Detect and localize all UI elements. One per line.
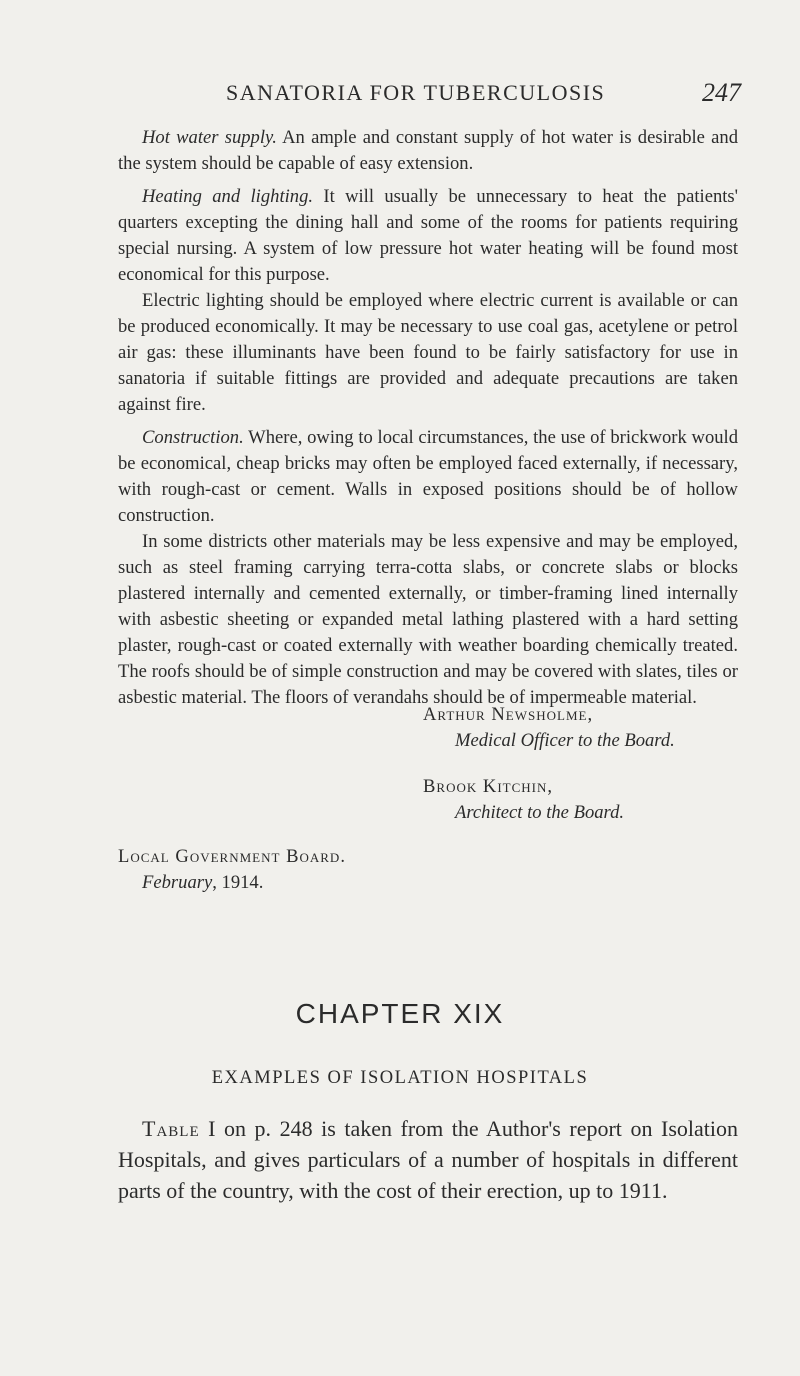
paragraph-electric-lighting [118, 288, 738, 418]
paragraph-text: In some districts other materials may be less expensive and may be employed, such as steel framing carrying terra-cotta slabs, or concrete slabs or blocks plastered internally and cemented externally, or timber-framing lined internally with asbestic sheeting or expanded metal lathing plastered with a hard setting plaster, rough-cast or coated externally with weather boarding chemically treated. The roofs should be of simple construction and may be covered with slates, tiles or asbestic material. The floors of verandahs should be of impermeable material. [118, 531, 738, 708]
issue-year: , 1914. [212, 872, 264, 893]
intro-text: I on p. 248 is taken from the Author's report on Isolation Hospitals, and gives particulars of a number of hospitals in different parts of the country, with the cost of their erection, up to 1911. [118, 1116, 738, 1203]
issue-date [118, 870, 346, 896]
body-text [118, 125, 738, 711]
issue-month: February [142, 872, 213, 893]
dateline [118, 844, 346, 896]
signatory-role: Architect to the Board. [455, 802, 625, 823]
running-title: SANATORIA FOR TUBERCULOSIS [226, 80, 606, 105]
running-header [0, 80, 800, 112]
paragraph-construction [118, 425, 738, 529]
chapter-title: CHAPTER XIX [295, 998, 505, 1029]
paragraph-heading: Hot water supply. [142, 127, 277, 148]
paragraph-heating-and-lighting [118, 184, 738, 288]
signatory-role: Medical Officer to the Board. [455, 730, 675, 751]
paragraph-heading: Heating and lighting. [142, 186, 314, 207]
paragraph-heading: Construction. [142, 427, 244, 448]
signature-architect [423, 774, 624, 826]
paragraph-text: An ample and constant supply of hot water is desirable and the system should be capable of easy extension. [118, 127, 738, 174]
page-number: 247 [702, 78, 741, 107]
paragraph-text: Electric lighting should be employed where electric current is available or can be produced economically. It may be necessary to use coal gas, acetylene or petrol air gas: these illuminants have been found to be fairly satisfactory for use in sanatoria if suitable fittings are provided and adequate precautions are taken against fire. [118, 290, 738, 415]
signatory-name: Brook Kitchin, [423, 776, 554, 797]
chapter-intro-paragraph [118, 1113, 738, 1206]
issuing-office: Local Government Board. [118, 846, 346, 867]
paragraph-hot-water-supply [118, 125, 738, 177]
chapter-subtitle: EXAMPLES OF ISOLATION HOSPITALS [211, 1068, 589, 1088]
paragraph-other-materials [118, 529, 738, 711]
paragraph-text: It will usually be unnecessary to heat the patients' quarters excepting the dining hall and some of the rooms for patients requiring special nursing. A system of low pressure hot water heating will be found most economical for this purpose. [118, 186, 738, 285]
paragraph-text: Where, owing to local circumstances, the use of brickwork would be economical, cheap bricks may often be employed faced externally, if necessary, with rough-cast or cement. Walls in exposed positions should be of hollow construction. [118, 427, 738, 526]
intro-lead-word: Table [142, 1116, 200, 1141]
signatory-name: Arthur Newsholme, [423, 704, 594, 725]
signature-medical-officer [423, 702, 675, 754]
